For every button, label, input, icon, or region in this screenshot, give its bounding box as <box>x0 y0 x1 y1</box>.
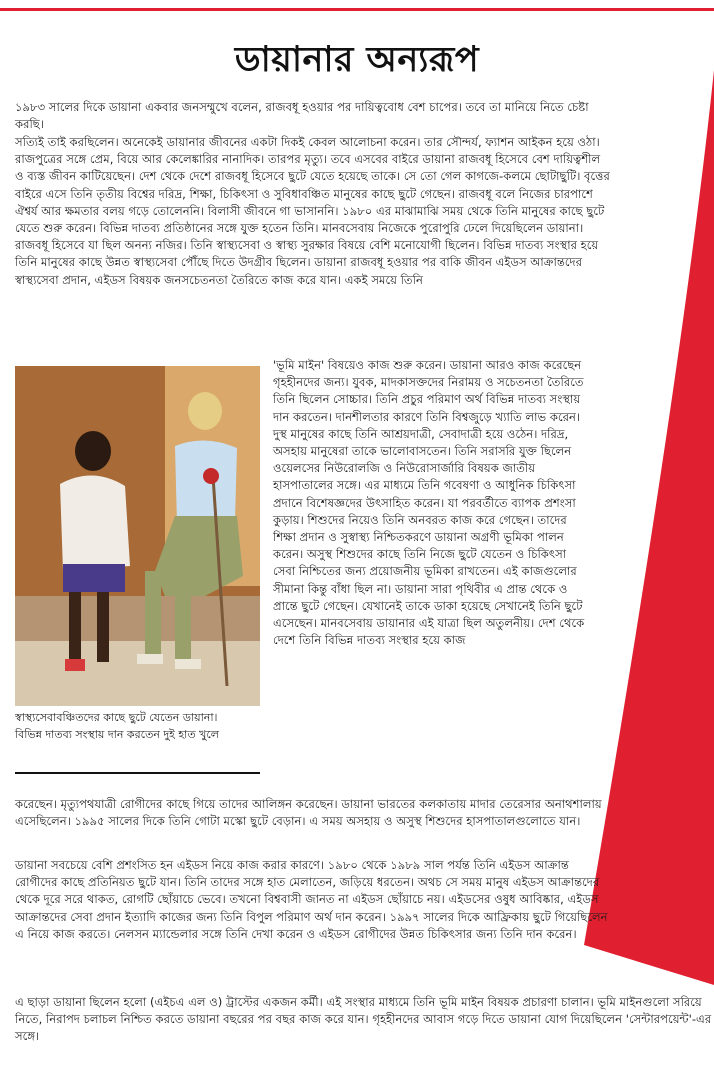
article-title: ডায়ানার অন্যরূপ <box>234 40 480 80</box>
photo-caption <box>15 709 265 743</box>
paragraph-life: সত্যিই তাই করছিলেন। অনেকেই ডায়ানার জীবনের একটা দিকই কেবল আলোচনা করেন। তার সৌন্দর্য, ফ্যাশন আইকন হয়ে ওঠা। রাজপুত্রের সঙ্গে প্রেম, বিয়ে আর কেলেঙ্কারির নানাদিক। তারপর মৃত্যু। তবে এসবের বাইরে ডায়ানা রাজবধূ হিসেবে বেশ দায়িত্বশীল ও ব্যস্ত জীবন কাটিয়েছেন। দেশ থেকে দেশে রাজবধূ হিসেবে ছুটে যেতে হয়েছে তাকে। সে তো গেল কাগজে-কলমে ছোটাছুটি। বৃত্তের বাইরে এসে তিনি তৃতীয় বিশ্বের দরিদ্র, শিক্ষা, চিকিৎসা ও সুবিধাবঞ্চিত মানুষের কাছে ছুটে গেছেন। রাজবধূ বলে নিজের চারপাশে ঐশ্বর্য আর ক্ষমতার বলয় গড়ে তোলেননি। বিলাসী জীবনে গা ভাসাননি। ১৯৮০ এর মাঝামাঝি সময় থেকে তিনি মানুষের কাছে ছুটে যেতে শুরু করেন। বিভিন্ন দাতব্য প্রতিষ্ঠানের সঙ্গে যুক্ত হতেন তিনি। মানবসেবায় নিজেকে পুরোপুরি ঢেলে দিয়েছিলেন ডায়ানা। রাজবধূ হিসেবে যা ছিল অনন্য নজির। তিনি স্বাস্থ্যসেবা ও স্বাস্থ্য সুরক্ষার বিষয়ে বেশি মনোযোগী ছিলেন। বিভিন্ন দাতব্য সংস্থার হয়ে তিনি মানুষের কাছে উন্নত স্বাস্থ্যসেবা পৌঁছে দিতে উদগ্রীব ছিলেন। ডায়ানা রাজবধূ হওয়ার পর বাকি জীবন এইডস আক্রান্তদের স্বাস্থ্যসেবা প্রদান, এইডস বিষয়ক জনসচেতনতা তৈরিতে কাজ করে যান। একই সময়ে তিনি <box>15 135 610 287</box>
paragraph-intro: ১৯৮৩ সালের দিকে ডায়ানা একবার জনসম্মুখে বলেন, রাজবধূ হওয়ার পর দায়িত্ববোধ বেশ চাপের। তবে তা মানিয়ে নিতে চেষ্টা করছি। <box>15 100 589 132</box>
caption-rule <box>15 772 260 774</box>
paragraph-aids: ডায়ানা সবচেয়ে বেশি প্রশংসিত হন এইডস নিয়ে কাজ করার কারণে। ১৯৮০ থেকে ১৯৮৯ সাল পর্যন্ত তিনি এইডস আক্রান্ত রোগীদের কাছে প্রতিনিয়ত ছুটে যান। তিনি তাদের সঙ্গে হাত মেলাতেন, জড়িয়ে ধরতেন। অথচ সে সময় মানুষ এইডস আক্রান্তদের থেকে দূরে সরে থাকত, রোগটি ছোঁয়াচে ভেবে। তখনো বিশ্ববাসী জানত না এইডস ছোঁয়াচে নয়। এইডসের ওষুধ আবিষ্কার, এইডস আক্রান্তদের সেবা প্রদান ইত্যাদি কাজের জন্য তিনি বিপুল পরিমাণ অর্থ দান করেন। ১৯৯৭ সালের দিকে আফ্রিকায় ছুটে গিয়েছিলেন এ নিয়ে কাজ করতে। নেলসন ম্যান্ডেলার সঙ্গে তিনি দেখা করেন ও এইডস রোগীদের উন্নত চিকিৎসার জন্য তিনি দান করেন। <box>15 858 608 941</box>
paragraph-landmines: এ ছাড়া ডায়ানা ছিলেন হলো (এইচএ এল ও) ট্রাস্টের একজন কর্মী। এই সংস্থার মাধ্যমে তিনি ভূমি মাইন বিষয়ক প্রচারণা চালান। ভূমি মাইনগুলো সরিয়ে নিতে, নিরাপদ চলাচল নিশ্চিত করতে ডায়ানা বছরের পর বছর কাজ করে যান। গৃহহীনদের আবাস গড়ে দিতে ডায়ানা যোগ দিয়েছিলেন 'সেন্টারপয়েন্ট'-এর সঙ্গে। <box>15 995 712 1044</box>
caption-line: বিভিন্ন দাতব্য সংস্থায় দান করতেন দুই হাত খুলে <box>15 728 219 741</box>
paragraph-travels: করেছেন। মৃত্যুপথযাত্রী রোগীদের কাছে গিয়ে তাদের আলিঙ্গন করেছেন। ডায়ানা ভারতের কলকাতায় মাদার তেরেসার অনাথশালায় এসেছিলেন। ১৯৯৫ সালের দিকে তিনি গোটা মস্কো ছুটে বেড়ান। এ সময় অসহায় ও অসুস্থ শিশুদের হাসপাতালগুলোতে যান। <box>15 797 602 829</box>
paragraph-charity-column: 'ভূমি মাইন' বিষয়েও কাজ শুরু করেন। ডায়ানা আরও কাজ করেছেন গৃহহীনদের জন্য। যুবক, মাদকাসক্তদের নিরাময় ও সচেতনতা তৈরিতে তিনি ছিলেন সোচ্চার। তিনি প্রচুর পরিমাণ অর্থ বিভিন্ন দাতব্য সংস্থায় দান করতেন। দানশীলতার কারণে তিনি বিশ্বজুড়ে খ্যাতি লাভ করেন। দুস্থ মানুষের কাছে তিনি আশ্রয়দাত্রী, সেবাদাত্রী হয়ে ওঠেন। দরিদ্র, অসহায় মানুষেরা তাকে ভালোবাসতেন। তিনি সরাসরি যুক্ত ছিলেন ওয়েলসের নিউরোলজি ও নিউরোসার্জারি বিষয়ক জাতীয় হাসপাতালের সঙ্গে। এর মাধ্যমে তিনি গবেষণা ও আধুনিক চিকিৎসা প্রদানে বিশেষজ্ঞদের উৎসাহিত করেন। যা পরবর্তীতে ব্যাপক প্রশংসা কুড়ায়। শিশুদের নিয়েও তিনি অনবরত কাজ করে গেছেন। তাদের শিক্ষা প্রদান ও সুস্বাস্থ্য নিশ্চিতকরণে ডায়ানা অগ্রণী ভূমিকা পালন করেন। অসুস্থ শিশুদের কাছে তিনি নিজে ছুটে যেতেন ও চিকিৎসা সেবা নিশ্চিতের জন্য প্রয়োজনীয় ভূমিকা রাখতেন। এই কাজগুলোর সীমানা কিন্তু বাঁধা ছিল না। ডায়ানা সারা পৃথিবীর এ প্রান্ত থেকে ও প্রান্তে ছুটে গেছেন। যেখানেই তাকে ডাকা হয়েছে সেখানেই তিনি ছুটে এসেছেন। মানবসেবায় ডায়ানার এই যাত্রা ছিল অতুলনীয়। দেশ থেকে দেশে তিনি বিভিন্ন দাতব্য সংস্থার হয়ে কাজ <box>273 358 585 648</box>
photo-diana-with-child <box>15 366 260 706</box>
caption-line: স্বাস্থ্যসেবাবঞ্চিতদের কাছে ছুটে যেতেন ডায়ানা। <box>15 711 218 724</box>
